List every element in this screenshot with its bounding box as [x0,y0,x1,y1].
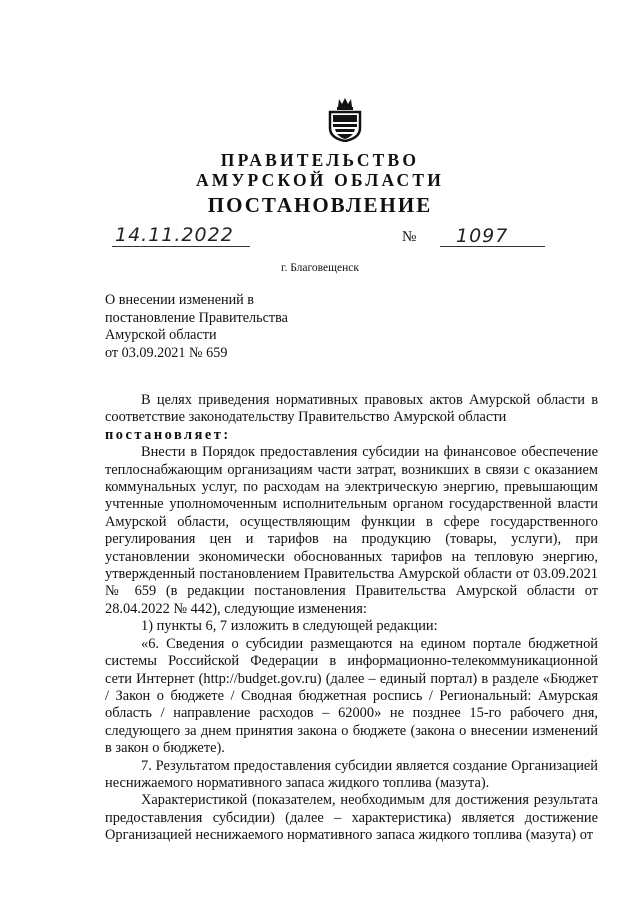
number-label: № [402,229,417,245]
subject-line: О внесении изменений в [105,292,255,308]
subject-line: от 03.09.2021 № 659 [105,344,228,361]
date-underline [112,246,250,247]
body-paragraph: Характеристикой (показателем, необходимым для достижения результата предоставления субсидии) (далее – характеристика) является достижение Организацией неснижаемого нормативного запаса жидкого топлива (мазута) от [105,792,598,844]
government-name-line2: АМУРСКОЙ ОБЛАСТИ [195,170,445,190]
decides-paragraph [105,427,598,444]
subject-line: Амурской области [105,327,217,344]
coat-of-arms-emblem [327,96,363,142]
government-name-line1: ПРАВИТЕЛЬСТВО [220,150,420,170]
number-underline [440,246,545,247]
subject-heading [105,292,365,362]
handwritten-number: 1097 [456,225,509,247]
decides-word: постановляет: [105,426,231,443]
subject-line: постановление Правительства [105,309,288,326]
document-type-title: ПОСТАНОВЛЕНИЕ [207,193,433,217]
body-paragraph: «6. Сведения о субсидии размещаются на едином портале бюджетной системы Российской Федерации в информационно-телекоммуникационной сети Интернет (http://budget.gov.ru) (далее – единый портал) в разделе «Бюджет / Закон о бюджете / Сводная бюджетная роспись / Региональный: Амурская область / направление расходов – 62000» не позднее 15-го рабочего дня, следующего за днем принятия закона о бюджете (закона о внесении изменений в закон о бюджете). [105,635,598,757]
handwritten-date: 14.11.2022 [115,224,234,246]
body-paragraph: 1) пункты 6, 7 изложить в следующей редакции: [141,618,438,635]
body-paragraph: Внести в Порядок предоставления субсидии на финансовое обеспечение теплоснабжающим организациям части затрат, возникших в связи с оказанием коммунальных услуг, по расходам на электрическую энергию, превышающим учтенные уполномоченным исполнительным органом государственной власти Амурской области, осуществляющим функции в сфере государственного регулирования цен и тарифов на продукцию (товары, услуги), при установлении экономически обоснованных тарифов на тепловую энергию, утвержденный постановлением Правительства Амурской области от 03.09.2021 № 659 (в редакции постановления Правительства Амурской области от 28.04.2022 № 442), следующие изменения: [105,444,598,617]
intro-paragraph: В целях приведения нормативных правовых актов Амурской области в соответствие законодательству Правительство Амурской области [105,392,598,426]
city-name: г. Благовещенск [281,262,359,274]
body-paragraph: 7. Результатом предоставления субсидии является создание Организацией неснижаемого нормативного запаса жидкого топлива (мазута). [105,757,598,791]
document-body [105,392,598,845]
